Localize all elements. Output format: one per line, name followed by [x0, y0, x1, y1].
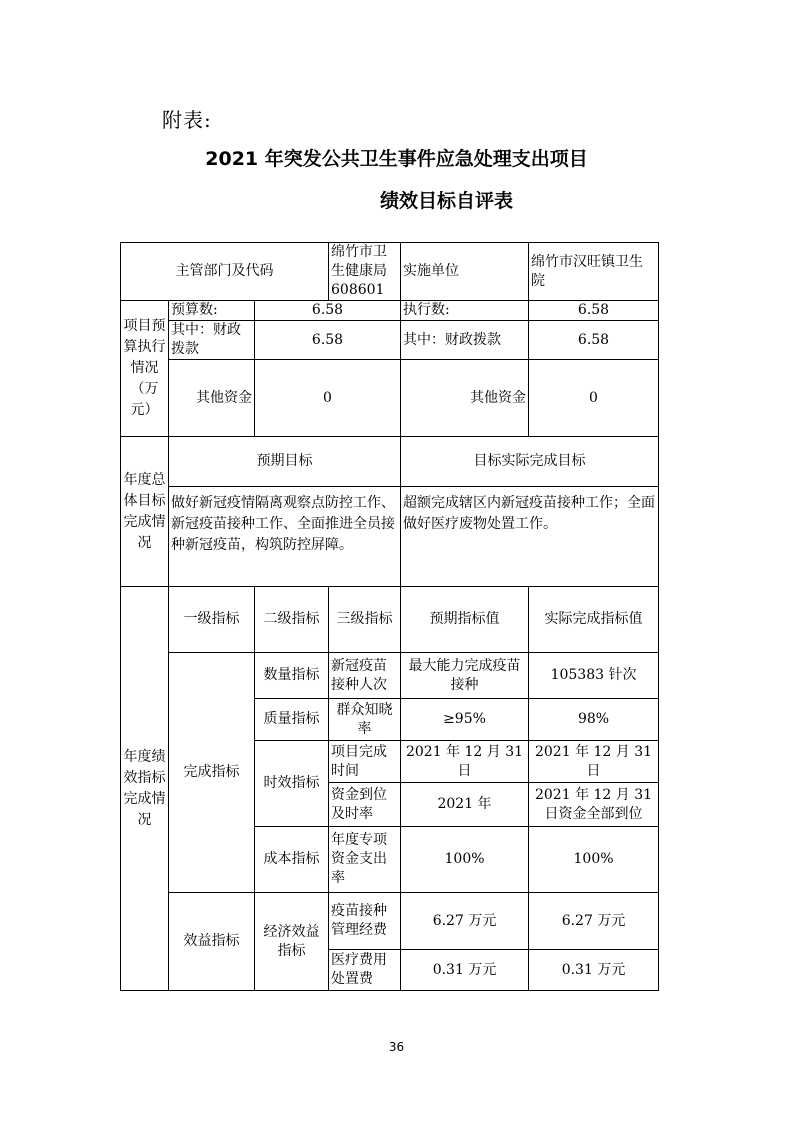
fiscal-value-right: 6.58: [529, 321, 659, 360]
level3-cell: 年度专项资金支出率: [329, 827, 401, 893]
budget-label: 预算数:: [169, 301, 255, 321]
expected-cell: 2021 年 12 月 31 日: [401, 741, 529, 783]
actual-cell: 105383 针次: [529, 653, 659, 699]
header-expected: 预期指标值: [401, 587, 529, 653]
unit-value: 绵竹市汉旺镇卫生院: [529, 243, 659, 301]
unit-label: 实施单位: [401, 243, 529, 301]
timeliness-indicator-label: 时效指标: [255, 741, 329, 827]
cost-indicator-label: 成本指标: [255, 827, 329, 893]
overall-header-row: [121, 437, 659, 487]
level3-cell: 医疗费用处置费: [329, 950, 401, 991]
expected-cell: 100%: [401, 827, 529, 893]
dept-label: 主管部门及代码: [121, 243, 329, 301]
other-label-right: 其他资金: [401, 360, 529, 437]
other-funds-row: [121, 360, 659, 437]
actual-cell: 6.27 万元: [529, 893, 659, 950]
other-value-left: 0: [255, 360, 401, 437]
expected-cell: ≥95%: [401, 699, 529, 741]
budget-row: [121, 301, 659, 321]
budget-section-label: 项目预算执行情况（万元）: [121, 301, 169, 437]
header-actual: 实际完成指标值: [529, 587, 659, 653]
header-level3: 三级指标: [329, 587, 401, 653]
indicator-row: [121, 893, 659, 950]
indicator-row: [121, 653, 659, 699]
fiscal-label-right: 其中：财政拨款: [401, 321, 529, 360]
performance-table: [120, 242, 659, 991]
document-title: 2021 年突发公共卫生事件应急处理支出项目: [205, 148, 588, 170]
benefit-indicator-label: 效益指标: [169, 893, 255, 991]
exec-value: 6.58: [529, 301, 659, 321]
level3-cell: 项目完成时间: [329, 741, 401, 783]
dept-value: 绵竹市卫生健康局 608601: [329, 243, 401, 301]
expected-goal-text: 做好新冠疫情隔离观察点防控工作、新冠疫苗接种工作、全面推进全员接种新冠疫苗，构筑防控屏障。: [169, 487, 401, 587]
actual-goal-text: 超额完成辖区内新冠疫苗接种工作；全面做好医疗废物处置工作。: [401, 487, 659, 587]
header-level2: 二级指标: [255, 587, 329, 653]
actual-cell: 2021 年 12 月 31 日: [529, 741, 659, 783]
expected-cell: 0.31 万元: [401, 950, 529, 991]
other-label-left: 其他资金: [169, 360, 255, 437]
appendix-label: 附表:: [162, 108, 212, 132]
quality-indicator-label: 质量指标: [255, 699, 329, 741]
overall-section-label: 年度总体目标完成情况: [121, 437, 169, 587]
basic-info-row: [121, 243, 659, 301]
indicator-header-row: [121, 587, 659, 653]
budget-value: 6.58: [255, 301, 401, 321]
economic-indicator-label: 经济效益指标: [255, 893, 329, 991]
level3-cell: 新冠疫苗接种人次: [329, 653, 401, 699]
actual-cell: 98%: [529, 699, 659, 741]
expected-cell: 最大能力完成疫苗接种: [401, 653, 529, 699]
expected-cell: 6.27 万元: [401, 893, 529, 950]
other-value-right: 0: [529, 360, 659, 437]
completion-indicator-label: 完成指标: [169, 653, 255, 893]
expected-goal-header: 预期目标: [169, 437, 401, 487]
indicator-section-label: 年度绩效指标完成情况: [121, 587, 169, 991]
expected-cell: 2021 年: [401, 783, 529, 827]
header-level1: 一级指标: [169, 587, 255, 653]
fiscal-label-left: 其中：财政拨款: [169, 321, 255, 360]
document-subtitle-wrap: [0, 186, 793, 213]
page-number: 36: [388, 1040, 405, 1054]
actual-cell: 0.31 万元: [529, 950, 659, 991]
actual-goal-header: 目标实际完成目标: [401, 437, 659, 487]
fiscal-row: [121, 321, 659, 360]
level3-cell: 疫苗接种管理经费: [329, 893, 401, 950]
actual-cell: 100%: [529, 827, 659, 893]
level3-cell: 群众知晓率: [329, 699, 401, 741]
actual-cell: 2021 年 12 月 31 日资金全部到位: [529, 783, 659, 827]
exec-label: 执行数:: [401, 301, 529, 321]
document-subtitle: 绩效目标自评表: [379, 190, 513, 212]
level3-cell: 资金到位及时率: [329, 783, 401, 827]
fiscal-value-left: 6.58: [255, 321, 401, 360]
overall-content-row: [121, 487, 659, 587]
quantity-indicator-label: 数量指标: [255, 653, 329, 699]
